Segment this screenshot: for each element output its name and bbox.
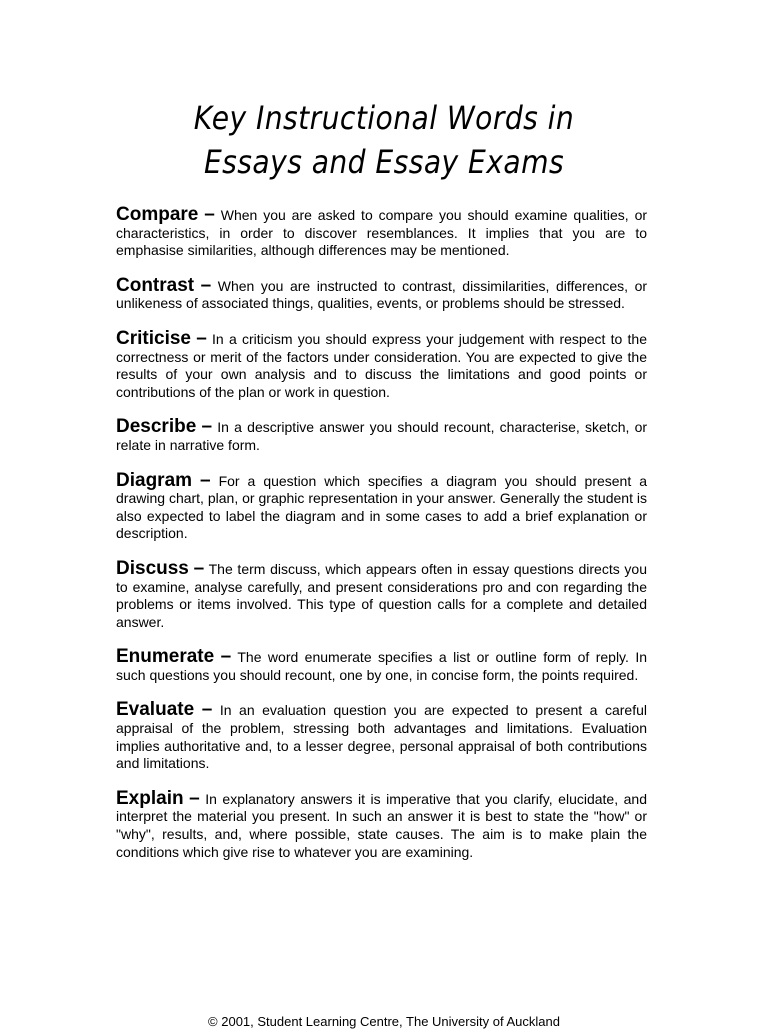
entry-describe	[116, 418, 647, 454]
entry-dash: –	[193, 557, 205, 579]
entry-text: In explanatory answers it is imperative that you clarify, elucidate, and interpret the material you present. In such an answer it is best to state the "how" or "why", results, and, where possible, state causes. The aim is to make plain the conditions which give rise to whatever you are examining.	[116, 790, 647, 860]
entry-dash: –	[201, 416, 213, 438]
entry-contrast	[116, 274, 648, 313]
entry-term: Evaluate	[116, 699, 195, 721]
entry-term: Discuss	[116, 557, 189, 579]
entry-dash: –	[201, 699, 213, 721]
entry-enumerate	[116, 648, 647, 684]
title-line-2: Essays and Essay Exams	[203, 143, 565, 181]
entry-dash: –	[220, 646, 232, 668]
page-title	[46, 96, 722, 184]
entry-text: The term discuss, which appears often in essay questions directs you to examine, analyse carefully, and present considerations pro and con regarding the problems or items involved. This type of question calls for a complete and detailed answer.	[116, 560, 648, 630]
definition-list	[116, 206, 647, 878]
entry-term: Criticise	[116, 327, 191, 349]
entry-text: When you are asked to compare you should examine qualities, or characteristics, in order to discover resemblances. It implies that you are to emphasise similarities, although differences may be mentioned.	[116, 207, 648, 259]
entry-text: In a criticism you should express your judgement with respect to the correctness or merit of the factors under consideration. You are expected to give the results of your own analysis and to discuss the limitations and good points or contributions of the plan or work in question.	[116, 330, 647, 400]
entry-text: The word enumerate specifies a list or outline form of reply. In such questions you should recount, one by one, in concise form, the points required.	[116, 649, 647, 683]
entry-term: Enumerate	[116, 646, 215, 668]
entry-diagram	[116, 469, 648, 543]
entry-discuss	[116, 557, 648, 631]
entry-dash: –	[189, 787, 200, 809]
title-line-1: Key Instructional Words in	[193, 99, 575, 137]
entry-dash: –	[200, 469, 211, 491]
entry-term: Describe	[116, 416, 197, 438]
entry-dash: –	[196, 327, 207, 349]
entry-dash: –	[204, 204, 215, 225]
entry-criticise	[116, 327, 647, 401]
entry-text: In an evaluation question you are expected to present a careful appraisal of the problem, stressing both advantages and limitations. Evaluation implies authoritative and, to a lesser degree, personal appraisal of both contributions and limitations.	[116, 702, 648, 772]
entry-text: For a question which specifies a diagram you should present a drawing chart, plan, or graphic representation in your answer. Generally the student is also expected to label the diagram and in some cases to add a brief explanation or description.	[116, 472, 648, 542]
entry-term: Diagram	[116, 469, 193, 491]
entry-term: Compare	[116, 204, 199, 225]
entry-text: When you are instructed to contrast, dissimilarities, differences, or unlikeness of associated things, qualities, events, or problems should be stressed.	[116, 277, 648, 312]
entry-evaluate	[116, 701, 647, 772]
entry-dash: –	[200, 274, 212, 296]
copyright-footer: © 2001, Student Learning Centre, The University of Auckland	[208, 1014, 560, 1029]
entry-term: Explain	[116, 787, 184, 809]
entry-explain	[116, 787, 647, 861]
entry-compare	[116, 206, 647, 260]
entry-text: In a descriptive answer you should recount, characterise, sketch, or relate in narrative form.	[116, 419, 648, 453]
entry-term: Contrast	[116, 274, 195, 296]
